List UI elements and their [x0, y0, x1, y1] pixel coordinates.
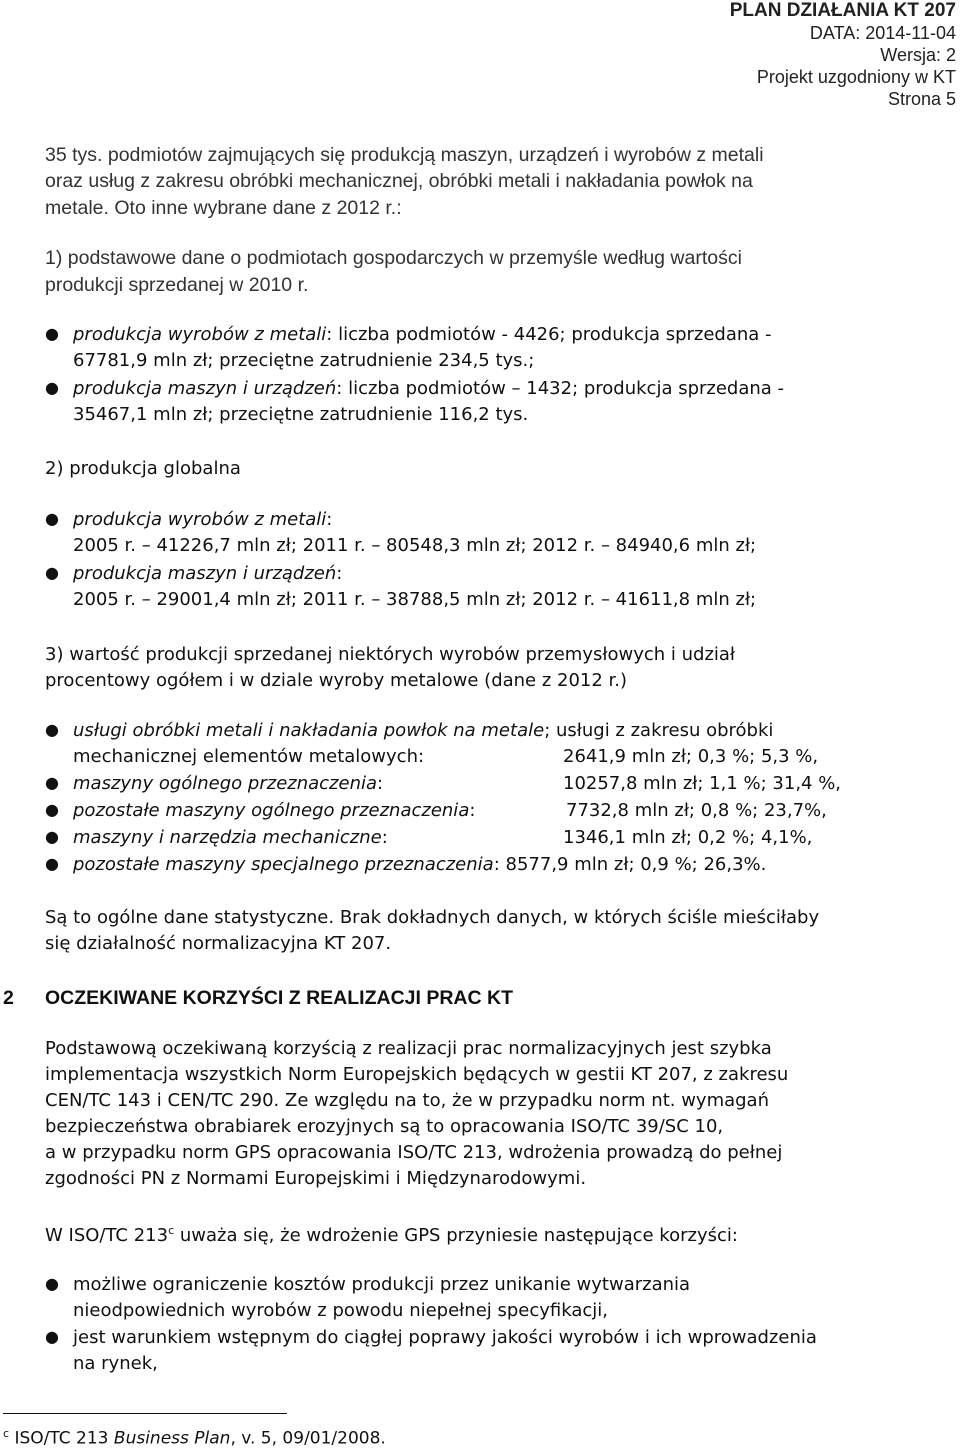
bullet-icon: ●	[45, 773, 59, 792]
section-2-para-line-3: CEN/TC 143 i CEN/TC 290. Ze względu na to, że w przypadku norm nt. wymagań	[45, 1090, 769, 1111]
point3-item-5-colon: :	[493, 854, 500, 875]
bullet-icon: ●	[45, 827, 59, 846]
point2-item-2-name: produkcja maszyn i urządzeń	[73, 563, 337, 584]
bullet-icon: ●	[45, 720, 59, 739]
header-page-number: Strona 5	[887, 89, 956, 109]
bullet-icon: ●	[45, 324, 59, 343]
point3-item-4-colon: :	[381, 827, 388, 848]
section-2-para-line-1: Podstawową oczekiwaną korzyścią z realizacji prac normalizacyjnych jest szybka	[45, 1038, 772, 1059]
section-2-para-line-2: implementacja wszystkich Norm Europejskich będących w gestii KT 207, z zakresu	[45, 1064, 789, 1085]
point3-item-1-value: 2641,9 mln zł; 0,3 %; 5,3 %,	[563, 746, 819, 767]
section-2-para-line-4: bezpieczeństwa obrabiarek erozyjnych są to opracowania ISO/TC 39/SC 10,	[45, 1116, 724, 1137]
header-title: PLAN DZIAŁANIA KT 207	[729, 0, 956, 21]
point3-item-1-line-1	[73, 718, 933, 744]
point3-item-3-name: pozostałe maszyny ogólnego przeznaczenia	[73, 800, 470, 821]
para2-end: uważa się, że wdrożenie GPS przyniesie następujące korzyści:	[174, 1225, 738, 1246]
point3-item-2-value: 10257,8 mln zł; 1,1 %; 31,4 %,	[563, 773, 842, 794]
footnote-text-start: ISO/TC 213	[9, 1428, 114, 1449]
point3-item-1-line-2: mechanicznej elementów metalowych:	[73, 746, 425, 767]
point1-heading-line-1: 1) podstawowe dane o podmiotach gospodarczych w przemyśle według wartości	[45, 247, 742, 269]
point1-item-1-line-2: 67781,9 mln zł; przeciętne zatrudnienie 234,5 tys.;	[73, 350, 535, 371]
point3-item-1-name: usługi obróbki metali i nakładania powłok na metale	[73, 720, 545, 741]
point3-item-2-colon: :	[377, 773, 384, 794]
point1-item-2-name: produkcja maszyn i urządzeń	[73, 378, 337, 399]
section-2-title: OCZEKIWANE KORZYŚCI Z REALIZACJI PRAC KT	[45, 987, 514, 1009]
bullet-icon: ●	[45, 854, 59, 873]
page-header	[730, 0, 956, 110]
point1-item-1-rest: : liczba podmiotów - 4426; produkcja sprzedana -	[326, 324, 772, 345]
footnote-ref: c	[168, 1224, 175, 1237]
point3-item-3-value: 7732,8 mln zł; 0,8 %; 23,7%,	[566, 800, 827, 821]
benefit-2-line-1: jest warunkiem wstępnym do ciągłej poprawy jakości wyrobów i ich wprowadzenia	[73, 1327, 817, 1348]
point1-heading-line-2: produkcji sprzedanej w 2010 r.	[45, 274, 309, 296]
intro-line-2: oraz usług z zakresu obróbki mechanicznej, obróbki metali i nakładania powłok na	[45, 170, 753, 192]
point1-item-1-line-1	[73, 322, 933, 348]
header-date: DATA: 2014-11-04	[809, 23, 956, 43]
point3-item-1-tail: ; usługi z zakresu obróbki	[544, 720, 774, 741]
bullet-icon: ●	[45, 563, 59, 582]
summary-line-1: Są to ogólne dane statystyczne. Brak dokładnych danych, w których ściśle mieściłaby	[45, 907, 820, 928]
point1-item-2-rest: : liczba podmiotów – 1432; produkcja sprzedana -	[336, 378, 785, 399]
section-2-para-line-6: zgodności PN z Normami Europejskimi i Międzynarodowymi.	[45, 1168, 587, 1189]
bullet-icon: ●	[45, 378, 59, 397]
point1-item-1-name: produkcja wyrobów z metali	[73, 324, 327, 345]
bullet-icon: ●	[45, 1274, 59, 1293]
benefit-1-line-2: nieodpowiednich wyrobów z powodu niepełnej specyfikacji,	[73, 1300, 609, 1321]
point3-item-3-colon: :	[469, 800, 476, 821]
footnote-mark: c	[3, 1427, 10, 1440]
para2-start: W ISO/TC 213	[45, 1225, 169, 1246]
point3-item-4-name: maszyny i narzędzia mechaniczne	[73, 827, 382, 848]
section-2-number: 2	[3, 987, 14, 1009]
intro-line-3: metale. Oto inne wybrane dane z 2012 r.:	[45, 197, 402, 219]
point1-item-2-line-2: 35467,1 mln zł; przeciętne zatrudnienie 116,2 tys.	[73, 404, 529, 425]
summary-line-2: się działalność normalizacyjna KT 207.	[45, 933, 392, 954]
point1-item-2-line-1	[73, 376, 933, 402]
point2-heading: 2) produkcja globalna	[45, 458, 241, 479]
point2-item-2-colon: :	[336, 563, 343, 584]
header-status: Projekt uzgodniony w KT	[756, 67, 956, 87]
footnote	[3, 1422, 386, 1451]
bullet-icon: ●	[45, 800, 59, 819]
footnote-text-italic: Business Plan	[113, 1428, 231, 1449]
point3-item-5-line	[73, 852, 933, 878]
point2-item-1-values: 2005 r. – 41226,7 mln zł; 2011 r. – 80548,3 mln zł; 2012 r. – 84940,6 mln zł;	[73, 535, 757, 556]
point2-item-1-name: produkcja wyrobów z metali	[73, 509, 327, 530]
point3-item-5-value: 8577,9 mln zł; 0,9 %; 26,3%.	[505, 854, 767, 875]
benefit-2-line-2: na rynek,	[73, 1353, 158, 1374]
point2-item-2-values: 2005 r. – 29001,4 mln zł; 2011 r. – 38788,5 mln zł; 2012 r. – 41611,8 mln zł;	[73, 589, 757, 610]
point2-item-1-colon: :	[326, 509, 333, 530]
section-2-para2	[45, 1218, 738, 1249]
point3-item-2-name: maszyny ogólnego przeznaczenia	[73, 773, 378, 794]
point3-item-5-name: pozostałe maszyny specjalnego przeznaczenia	[73, 854, 494, 875]
intro-line-1: 35 tys. podmiotów zajmujących się produkcją maszyn, urządzeń i wyrobów z metali	[45, 144, 764, 166]
footnote-text-end: , v. 5, 09/01/2008.	[230, 1428, 386, 1449]
header-version: Wersja: 2	[880, 45, 956, 65]
footnote-divider	[3, 1413, 287, 1414]
point2-item-1-line-1	[73, 507, 933, 533]
bullet-icon: ●	[45, 1327, 59, 1346]
bullet-icon: ●	[45, 509, 59, 528]
benefit-1-line-1: możliwe ograniczenie kosztów produkcji przez unikanie wytwarzania	[73, 1274, 691, 1295]
point3-heading-line-2: procentowy ogółem i w dziale wyroby metalowe (dane z 2012 r.)	[45, 670, 628, 691]
section-2-heading	[3, 985, 513, 1011]
section-2-para-line-5: a w przypadku norm GPS opracowania ISO/TC 213, wdrożenia prowadzą do pełnej	[45, 1142, 783, 1163]
point3-heading-line-1: 3) wartość produkcji sprzedanej niektórych wyrobów przemysłowych i udział	[45, 644, 736, 665]
point2-item-2-line-1	[73, 561, 933, 587]
point3-item-4-value: 1346,1 mln zł; 0,2 %; 4,1%,	[563, 827, 813, 848]
